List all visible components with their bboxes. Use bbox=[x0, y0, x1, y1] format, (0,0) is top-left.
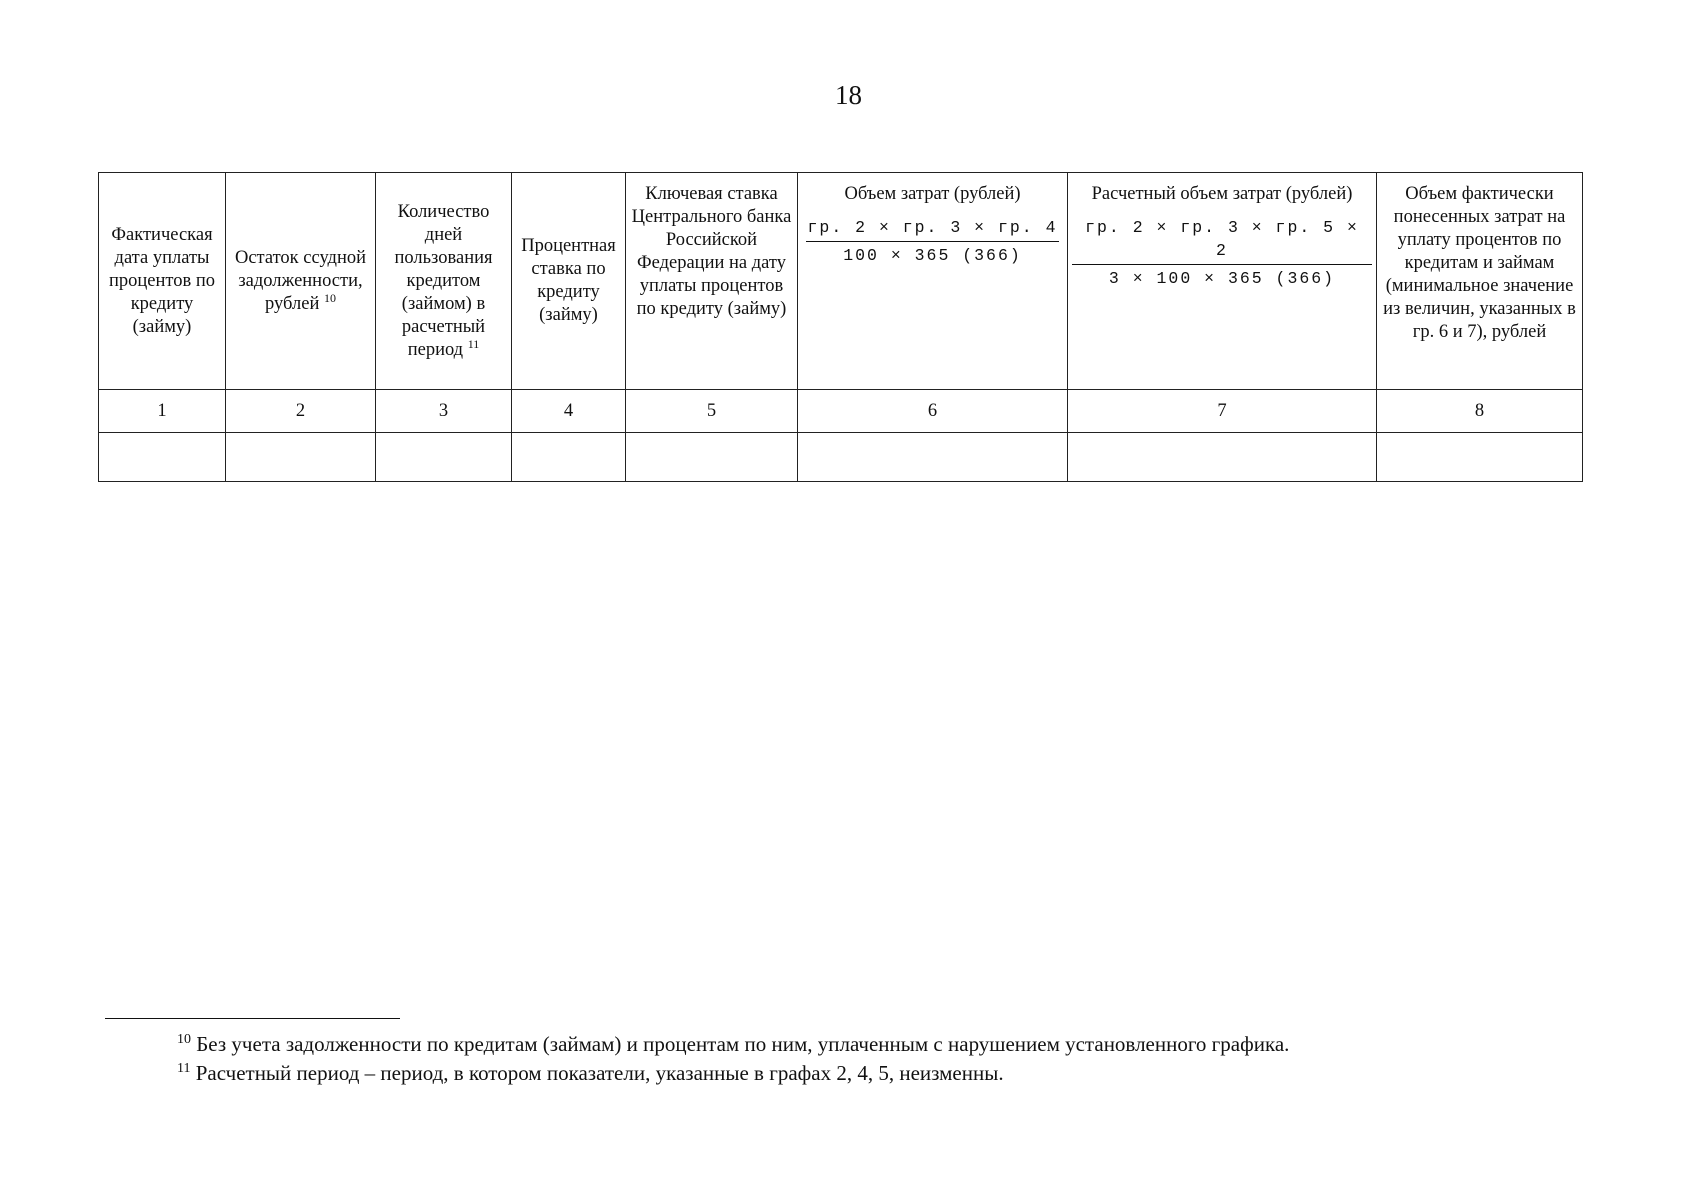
header-col-5: Ключевая ставка Центрального банка Российской Федерации на дату уплаты процентов по кредиту (займу) bbox=[626, 173, 798, 390]
footnote-ref-10: 10 bbox=[323, 290, 336, 305]
header-col-7: Расчетный объем затрат (рублей) $\frac{гр. 2 \times гр. 3 \times гр. 5 \times 2}{3 \times 100 \times 365 (366)}$ bbox=[1068, 173, 1377, 390]
footnote-text: Без учета задолженности по кредитам (займам) и процентам по ним, уплаченным с нарушением установленного графика. bbox=[196, 1032, 1290, 1056]
formula-col-6-denominator: 100 × 365 (366) bbox=[843, 246, 1022, 265]
header-col-8: Объем фактически понесенных затрат на уплату процентов по кредитам и займам (минимальное значение из величин, указанных в гр. 6 и 7), рублей bbox=[1377, 173, 1583, 390]
column-number: 2 bbox=[226, 390, 376, 433]
footnote-11 bbox=[177, 1059, 1627, 1088]
formula-col-7 bbox=[1072, 216, 1372, 290]
empty-cell[interactable] bbox=[1068, 433, 1377, 482]
empty-data-row bbox=[99, 433, 1583, 482]
header-col-2: Остаток ссудной задолженности, рублей $^{10}$ bbox=[226, 173, 376, 390]
column-number: 8 bbox=[1377, 390, 1583, 433]
formula-col-6-numerator: гр. 2 × гр. 3 × гр. 4 bbox=[806, 216, 1060, 242]
column-number: 4 bbox=[512, 390, 626, 433]
footnote-mark: 11 bbox=[177, 1061, 191, 1076]
header-col-1: Фактическая дата уплаты процентов по кредиту (займу) bbox=[99, 173, 226, 390]
empty-cell[interactable] bbox=[798, 433, 1068, 482]
header-row bbox=[99, 173, 1583, 390]
header-col-4: Процентная ставка по кредиту (займу) bbox=[512, 173, 626, 390]
column-number: 5 bbox=[626, 390, 798, 433]
calculation-table bbox=[98, 172, 1583, 482]
formula-col-7-numerator: гр. 2 × гр. 3 × гр. 5 × 2 bbox=[1072, 216, 1372, 265]
empty-cell[interactable] bbox=[626, 433, 798, 482]
column-number: 6 bbox=[798, 390, 1068, 433]
empty-cell[interactable] bbox=[99, 433, 226, 482]
formula-col-6 bbox=[806, 216, 1060, 267]
column-number-row bbox=[99, 390, 1583, 433]
header-col-6: Объем затрат (рублей) $\frac{гр. 2 \times гр. 3 \times гр. 4}{100 \times 365 (366)}$ bbox=[798, 173, 1068, 390]
footnote-ref-11: 11 bbox=[467, 336, 480, 351]
footnote-mark: 10 bbox=[177, 1032, 191, 1047]
column-number: 1 bbox=[99, 390, 226, 433]
footnote-separator bbox=[105, 1018, 400, 1019]
column-number: 3 bbox=[376, 390, 512, 433]
header-col-3: Количество дней пользования кредитом (займом) в расчетный период $^{11}$ bbox=[376, 173, 512, 390]
empty-cell[interactable] bbox=[512, 433, 626, 482]
footnote-text: Расчетный период – период, в котором показатели, указанные в графах 2, 4, 5, неизменны. bbox=[195, 1061, 1004, 1085]
page-number: 18 bbox=[835, 80, 862, 110]
empty-cell[interactable] bbox=[376, 433, 512, 482]
empty-cell[interactable] bbox=[1377, 433, 1583, 482]
formula-col-7-denominator: 3 × 100 × 365 (366) bbox=[1108, 269, 1336, 288]
footnote-10 bbox=[177, 1030, 1627, 1059]
empty-cell[interactable] bbox=[226, 433, 376, 482]
footnotes bbox=[177, 1030, 1627, 1088]
column-number: 7 bbox=[1068, 390, 1377, 433]
